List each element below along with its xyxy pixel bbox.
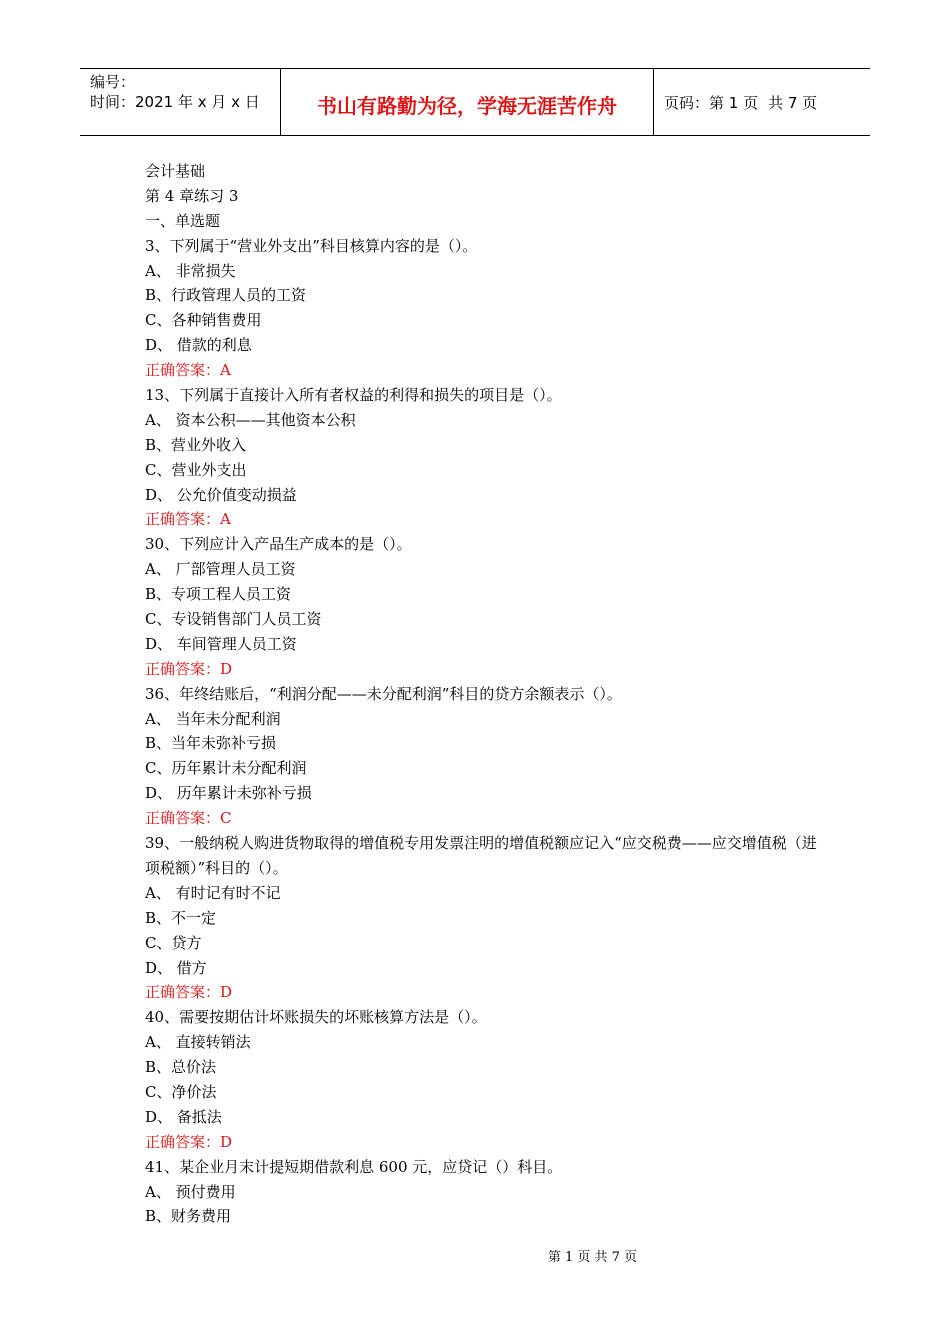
question-option: D、 借款的利息 xyxy=(145,336,252,355)
correct-answer: 正确答案：D xyxy=(145,1132,233,1151)
question-item xyxy=(145,234,825,383)
question-option: B、专项工程人员工资 xyxy=(145,585,292,604)
page-label: 页码：第 1 页 xyxy=(664,93,759,112)
question-option: C、贷方 xyxy=(145,933,202,952)
correct-answer: 正确答案：C xyxy=(145,809,232,828)
question-item xyxy=(145,1005,825,1154)
question-option: C、历年累计未分配利润 xyxy=(145,759,307,778)
question-option: B、行政管理人员的工资 xyxy=(145,286,307,305)
question-item xyxy=(145,682,825,831)
question-option: B、当年未弥补亏损 xyxy=(145,734,277,753)
question-option: A、 非常损失 xyxy=(145,261,236,280)
doc-chapter: 第 4 章练习 3 xyxy=(145,186,239,205)
page-header xyxy=(80,68,870,136)
question-text: 30、下列应计入产品生产成本的是（）。 xyxy=(145,535,412,554)
header-motto: 书山有路勤为径，学海无涯苦作舟 xyxy=(281,69,654,135)
question-option: D、 公允价值变动损益 xyxy=(145,485,297,504)
question-list xyxy=(145,234,825,1230)
question-option: B、财务费用 xyxy=(145,1207,232,1226)
question-text: 3、下列属于“营业外支出”科目核算内容的是（）。 xyxy=(145,236,478,255)
question-option: D、 借方 xyxy=(145,958,207,977)
question-option: A、 直接转销法 xyxy=(145,1033,251,1052)
question-text: 36、年终结账后，“利润分配——未分配利润”科目的贷方余额表示（）。 xyxy=(145,684,622,703)
question-item xyxy=(145,1155,825,1230)
question-option: B、不一定 xyxy=(145,908,217,927)
correct-answer: 正确答案：D xyxy=(145,659,233,678)
correct-answer: 正确答案：A xyxy=(145,361,231,380)
header-info xyxy=(80,69,281,135)
time-label: 时间：2021 年 x 月 x 日 xyxy=(90,93,260,111)
question-option: C、各种销售费用 xyxy=(145,311,262,330)
correct-answer: 正确答案：A xyxy=(145,510,231,529)
question-option: A、 有时记有时不记 xyxy=(145,883,281,902)
question-text: 39、一般纳税人购进货物取得的增值税专用发票注明的增值税额应记入“应交税费——应交增值税（进项税额）”科目的（）。 xyxy=(145,834,817,877)
question-option: C、净价法 xyxy=(145,1082,217,1101)
question-option: A、 厂部管理人员工资 xyxy=(145,560,296,579)
doc-title: 会计基础 xyxy=(145,162,206,180)
number-label: 编号： xyxy=(90,73,136,91)
question-option: D、 备抵法 xyxy=(145,1107,222,1126)
question-option: B、总价法 xyxy=(145,1058,217,1077)
question-text: 13、下列属于直接计入所有者权益的利得和损失的项目是（）。 xyxy=(145,386,562,405)
question-item xyxy=(145,532,825,681)
question-option: D、 历年累计未弥补亏损 xyxy=(145,784,312,803)
document-body xyxy=(145,159,825,1229)
doc-section: 一、单选题 xyxy=(145,211,221,230)
total-pages-label: 共 7 页 xyxy=(768,93,818,112)
question-option: A、 预付费用 xyxy=(145,1182,236,1201)
question-text: 40、需要按期估计坏账损失的坏账核算方法是（）。 xyxy=(145,1008,487,1027)
header-page-info xyxy=(654,69,870,135)
question-option: A、 资本公积——其他资本公积 xyxy=(145,410,356,429)
question-option: C、营业外支出 xyxy=(145,460,247,479)
question-option: C、专设销售部门人员工资 xyxy=(145,610,322,629)
question-text: 41、某企业月末计提短期借款利息 600 元，应贷记（）科目。 xyxy=(145,1157,563,1176)
question-item xyxy=(145,383,825,532)
question-item xyxy=(145,831,825,1005)
page-footer: 第 1 页 共 7 页 xyxy=(547,1250,638,1265)
question-option: A、 当年未分配利润 xyxy=(145,709,281,728)
correct-answer: 正确答案：D xyxy=(145,983,233,1002)
question-option: D、 车间管理人员工资 xyxy=(145,634,297,653)
question-option: B、营业外收入 xyxy=(145,435,247,454)
